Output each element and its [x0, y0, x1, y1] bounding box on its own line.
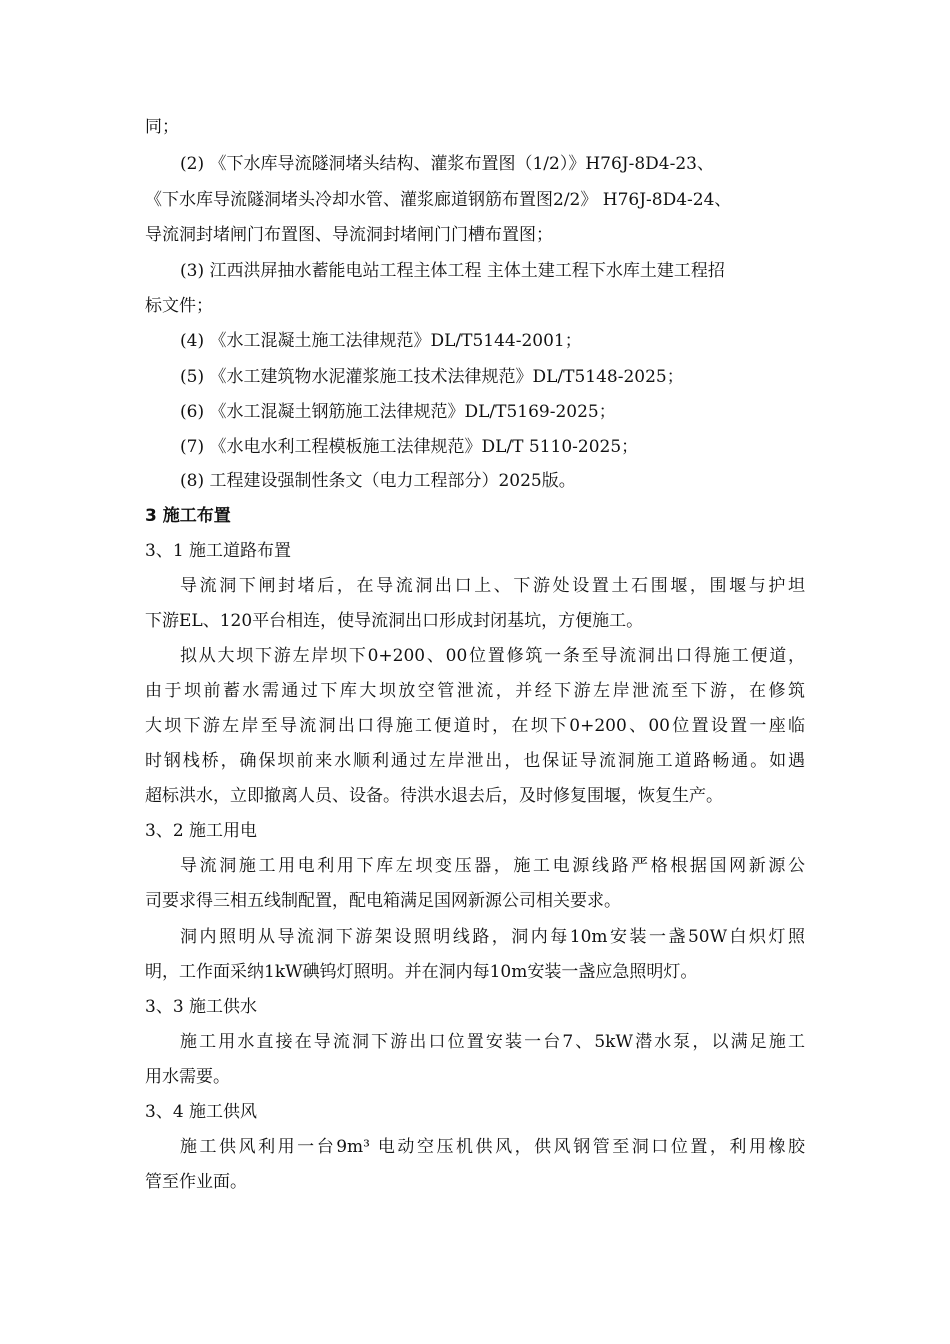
paragraph-line: 由于坝前蓄水需通过下库大坝放空管泄流，并经下游左岸泄流至下游，在修筑 [145, 681, 805, 701]
paragraph-line: 用水需要。 [145, 1067, 230, 1087]
paragraph-line: 导流洞施工用电利用下库左坝变压器，施工电源线路严格根据国网新源公 [180, 856, 805, 876]
reference-item-5: (5) 《水工建筑物水泥灌浆施工技术法律规范》DL/T5148-2025； [180, 367, 684, 387]
reference-item-7: (7) 《水电水利工程模板施工法律规范》DL/T 5110-2025； [180, 437, 639, 457]
paragraph-line: 施工供风利用一台9m³ 电动空压机供风，供风钢管至洞口位置，利用橡胶 [180, 1137, 805, 1157]
subsection-heading-3-2: 3、2 施工用电 [145, 821, 258, 841]
section-heading-3: 3 施工布置 [145, 506, 231, 526]
reference-item-3: (3) 江西洪屏抽水蓄能电站工程主体工程 主体土建工程下水库土建工程招 [180, 261, 725, 281]
reference-item-8: (8) 工程建设强制性条文（电力工程部分）2025版。 [180, 471, 576, 491]
text-line: 导流洞封堵闸门布置图、导流洞封堵闸门门槽布置图； [145, 225, 553, 245]
paragraph-line: 洞内照明从导流洞下游架设照明线路，洞内每10m安装一盏50W白炽灯照 [180, 927, 805, 947]
paragraph-line: 明，工作面采纳1kW碘钨灯照明。并在洞内每10m安装一盏应急照明灯。 [145, 962, 698, 982]
subsection-heading-3-1: 3、1 施工道路布置 [145, 541, 292, 561]
text-line: 标文件； [145, 296, 213, 316]
reference-item-2: (2) 《下水库导流隧洞堵头结构、灌浆布置图（1/2）》H76J-8D4-23、 [180, 154, 714, 174]
subsection-heading-3-3: 3、3 施工供水 [145, 997, 258, 1017]
paragraph-line: 下游EL、120平台相连，使导流洞出口形成封闭基坑，方便施工。 [145, 611, 644, 631]
reference-item-4: (4) 《水工混凝土施工法律规范》DL/T5144-2001； [180, 331, 582, 351]
paragraph-line: 大坝下游左岸至导流洞出口得施工便道时，在坝下0+200、00位置设置一座临 [145, 716, 805, 736]
text-line: 同； [145, 117, 179, 137]
paragraph-line: 管至作业面。 [145, 1172, 247, 1192]
paragraph-line: 时钢栈桥，确保坝前来水顺利通过左岸泄出，也保证导流洞施工道路畅通。如遇 [145, 751, 805, 771]
subsection-heading-3-4: 3、4 施工供风 [145, 1102, 258, 1122]
paragraph-line: 施工用水直接在导流洞下游出口位置安装一台7、5kW潜水泵，以满足施工 [180, 1032, 805, 1052]
paragraph-line: 拟从大坝下游左岸坝下0+200、00位置修筑一条至导流洞出口得施工便道， [180, 646, 805, 666]
paragraph-line: 司要求得三相五线制配置，配电箱满足国网新源公司相关要求。 [145, 891, 621, 911]
paragraph-line: 导流洞下闸封堵后，在导流洞出口上、下游处设置土石围堰，围堰与护坦 [180, 576, 805, 596]
text-line: 《下水库导流隧洞堵头冷却水管、灌浆廊道钢筋布置图2/2》 H76J-8D4-24、 [145, 190, 732, 210]
reference-item-6: (6) 《水工混凝土钢筋施工法律规范》DL/T5169-2025； [180, 402, 616, 422]
paragraph-line: 超标洪水，立即撤离人员、设备。待洪水退去后，及时修复围堰，恢复生产。 [145, 786, 723, 806]
